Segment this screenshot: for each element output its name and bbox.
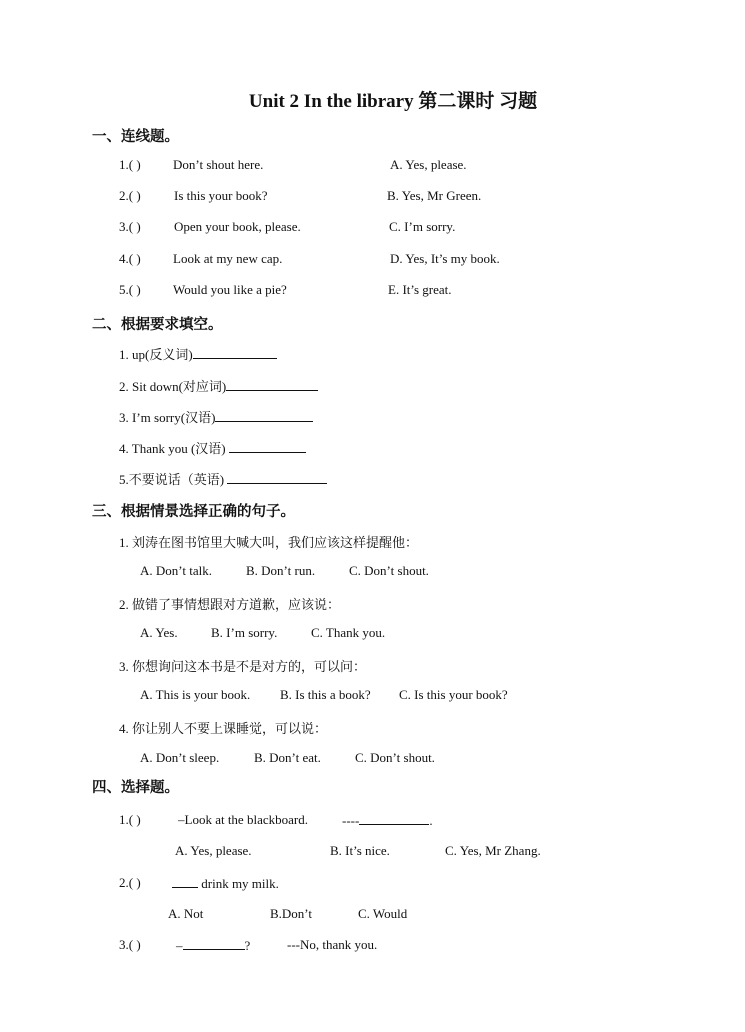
section-heading-choice: 四、选择题。 (92, 780, 179, 796)
matching-left-item: Look at my new cap. (173, 251, 283, 266)
option-b[interactable]: B. I’m sorry. (211, 625, 278, 640)
matching-left-item: Open your book, please. (174, 219, 301, 234)
answer-blank[interactable] (229, 440, 306, 453)
matching-left-item: Would you like a pie? (173, 282, 287, 297)
situation-question: 3. 你想询问这本书是不是对方的，可以问： (119, 659, 367, 674)
answer-blank[interactable] (193, 346, 277, 359)
fill-item-label: 1. up(反义词) (119, 347, 193, 362)
option-a[interactable]: A. Not (168, 906, 204, 921)
matching-number: 4.( ) (119, 251, 141, 266)
option-a[interactable]: A. Don’t sleep. (140, 750, 220, 765)
situation-question: 1. 刘涛在图书馆里大喊大叫，我们应该这样提醒他： (119, 535, 419, 550)
section-heading-situations: 三、根据情景选择正确的句子。 (92, 504, 295, 520)
fill-item (119, 438, 306, 457)
page-title: Unit 2 In the library 第二课时 习题 (248, 91, 538, 112)
matching-number: 1.( ) (119, 157, 141, 172)
choice-number: 3.( ) (119, 937, 141, 952)
matching-left-item: Don’t shout here. (173, 157, 264, 172)
matching-left-item: Is this your book? (174, 188, 268, 203)
choice-stem: – ? (176, 938, 251, 953)
situation-question: 4. 你让别人不要上课睡觉，可以说： (119, 721, 328, 736)
option-b[interactable]: B.Don’t (270, 906, 313, 921)
answer-blank[interactable] (172, 875, 198, 888)
matching-right-item: A. Yes, please. (390, 157, 467, 172)
matching-right-item: C. I’m sorry. (389, 219, 456, 234)
section-heading-fill: 二、根据要求填空。 (92, 317, 223, 333)
choice-number: 1.( ) (119, 812, 141, 827)
matching-right-item: B. Yes, Mr Green. (387, 188, 482, 203)
fill-item-label: 4. Thank you (汉语) (119, 441, 229, 456)
option-b[interactable]: B. Don’t run. (246, 563, 316, 578)
fill-item (119, 407, 313, 426)
option-c[interactable]: C. Thank you. (311, 625, 386, 640)
option-a[interactable]: A. Yes, please. (175, 843, 252, 858)
option-c[interactable]: C. Would (358, 906, 408, 921)
choice-response: ---No, thank you. (287, 937, 378, 952)
answer-blank[interactable] (183, 937, 245, 950)
situation-question: 2. 做错了事情想跟对方道歉，应该说： (119, 597, 341, 612)
option-a[interactable]: A. This is your book. (140, 687, 251, 702)
choice-stem: –Look at the blackboard. (178, 812, 308, 827)
answer-blank[interactable] (226, 378, 318, 391)
fill-item (119, 376, 318, 395)
choice-response: ---- . (342, 813, 433, 828)
option-a[interactable]: A. Yes. (140, 625, 178, 640)
answer-blank[interactable] (227, 471, 327, 484)
option-c[interactable]: C. Don’t shout. (355, 750, 435, 765)
fill-item-label: 2. Sit down(对应词) (119, 379, 227, 394)
option-c[interactable]: C. Is this your book? (399, 687, 508, 702)
option-b[interactable]: B. Is this a book? (280, 687, 371, 702)
fill-item-label: 5.不要说话（英语) (119, 472, 228, 487)
section-heading-matching: 一、连线题。 (92, 129, 179, 145)
answer-blank[interactable] (359, 812, 429, 825)
matching-number: 3.( ) (119, 219, 141, 234)
fill-item (119, 344, 277, 363)
fill-item (119, 469, 327, 488)
choice-number: 2.( ) (119, 875, 141, 890)
fill-item-label: 3. I’m sorry(汉语) (119, 410, 216, 425)
option-a[interactable]: A. Don’t talk. (140, 563, 212, 578)
matching-right-item: D. Yes, It’s my book. (390, 251, 500, 266)
option-b[interactable]: B. It’s nice. (330, 843, 390, 858)
option-b[interactable]: B. Don’t eat. (254, 750, 321, 765)
matching-number: 2.( ) (119, 188, 141, 203)
matching-number: 5.( ) (119, 282, 141, 297)
option-c[interactable]: C. Yes, Mr Zhang. (445, 843, 541, 858)
answer-blank[interactable] (215, 409, 313, 422)
matching-right-item: E. It’s great. (388, 282, 452, 297)
option-c[interactable]: C. Don’t shout. (349, 563, 429, 578)
choice-stem: drink my milk. (172, 875, 279, 892)
